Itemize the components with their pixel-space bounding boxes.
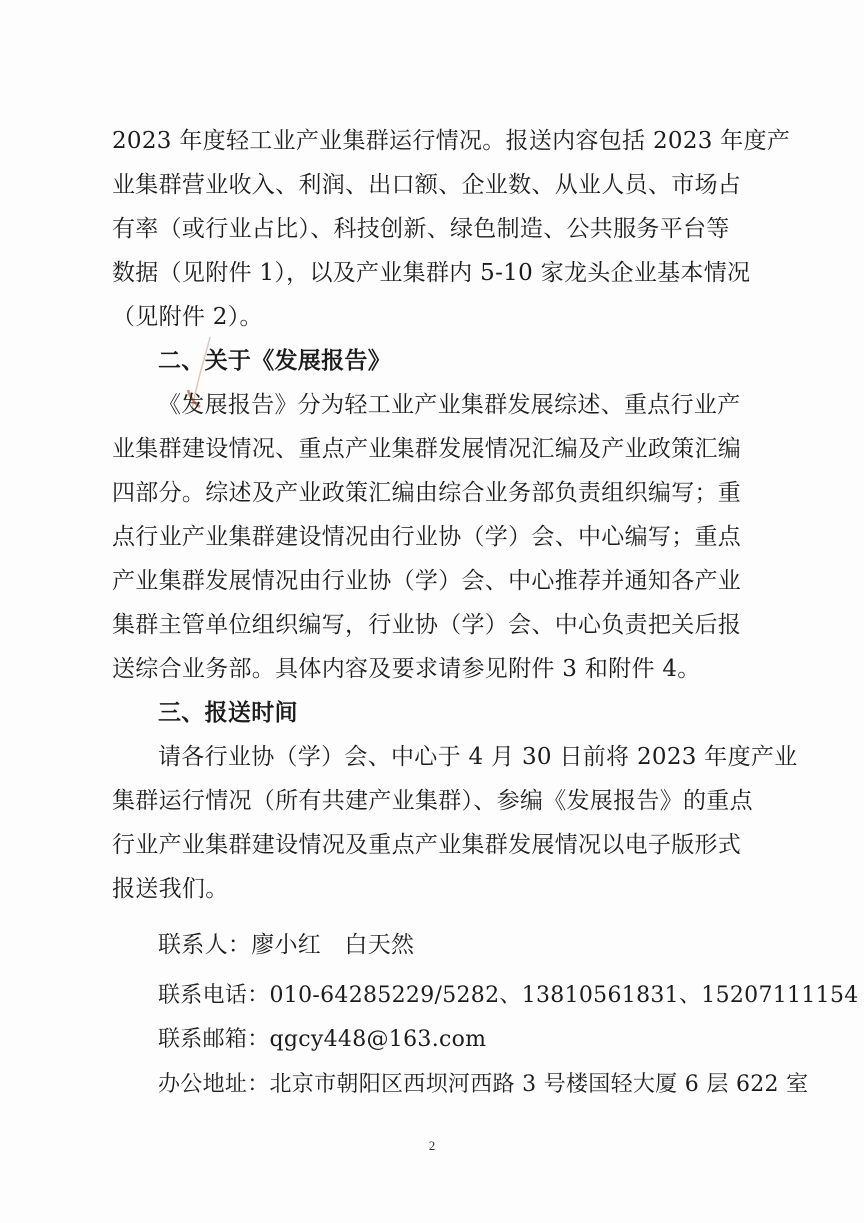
paragraph-1-line-3: 有率（或行业占比）、科技创新、绿色制造、公共服务平台等 xyxy=(112,216,730,242)
contact-person: 联系人：廖小红 白天然 xyxy=(158,932,415,958)
paragraph-1-line-2: 业集群营业收入、利润、出口额、企业数、从业人员、市场占 xyxy=(112,172,742,198)
section-2-line-3: 四部分。综述及产业政策汇编由综合业务部负责组织编写；重 xyxy=(112,480,742,506)
paragraph-1-line-4: 数据（见附件 1），以及产业集群内 5-10 家龙头企业基本情况 xyxy=(112,260,751,286)
section-3-line-3: 行业产业集群建设情况及重点产业集群发展情况以电子版形式 xyxy=(112,832,742,858)
section-2-line-2: 业集群建设情况、重点产业集群发展情况汇编及产业政策汇编 xyxy=(112,436,742,462)
paragraph-1-line-5: （见附件 2）。 xyxy=(112,304,263,330)
section-2-line-6: 集群主管单位组织编写，行业协（学）会、中心负责把关后报 xyxy=(112,612,742,638)
contact-phone: 联系电话：010-64285229/5282、13810561831、15207111154 xyxy=(158,983,859,1008)
section-2-line-5: 产业集群发展情况由行业协（学）会、中心推荐并通知各产业 xyxy=(112,568,742,594)
section-2-line-7: 送综合业务部。具体内容及要求请参见附件 3 和附件 4。 xyxy=(112,656,701,682)
paragraph-1-line-1: 2023 年度轻工业产业集群运行情况。报送内容包括 2023 年度产 xyxy=(112,128,791,154)
section-2-line-4: 点行业产业集群建设情况由行业协（学）会、中心编写；重点 xyxy=(112,524,742,550)
section-2-line-1: 《发展报告》分为轻工业产业集群发展综述、重点行业产 xyxy=(158,392,741,418)
page-number: 2 xyxy=(428,1138,436,1153)
section-2-heading: 二、关于《发展报告》 xyxy=(158,348,391,374)
section-3-line-1: 请各行业协（学）会、中心于 4 月 30 日前将 2023 年度产业 xyxy=(158,744,798,770)
section-3-line-4: 报送我们。 xyxy=(112,876,229,902)
contact-email: 联系邮箱：qgcy448@163.com xyxy=(158,1027,487,1052)
section-3-line-2: 集群运行情况（所有共建产业集群）、参编《发展报告》的重点 xyxy=(112,788,753,814)
section-3-heading: 三、报送时间 xyxy=(158,700,298,726)
office-address: 办公地址：北京市朝阳区西坝河西路 3 号楼国轻大厦 6 层 622 室 xyxy=(158,1072,809,1097)
